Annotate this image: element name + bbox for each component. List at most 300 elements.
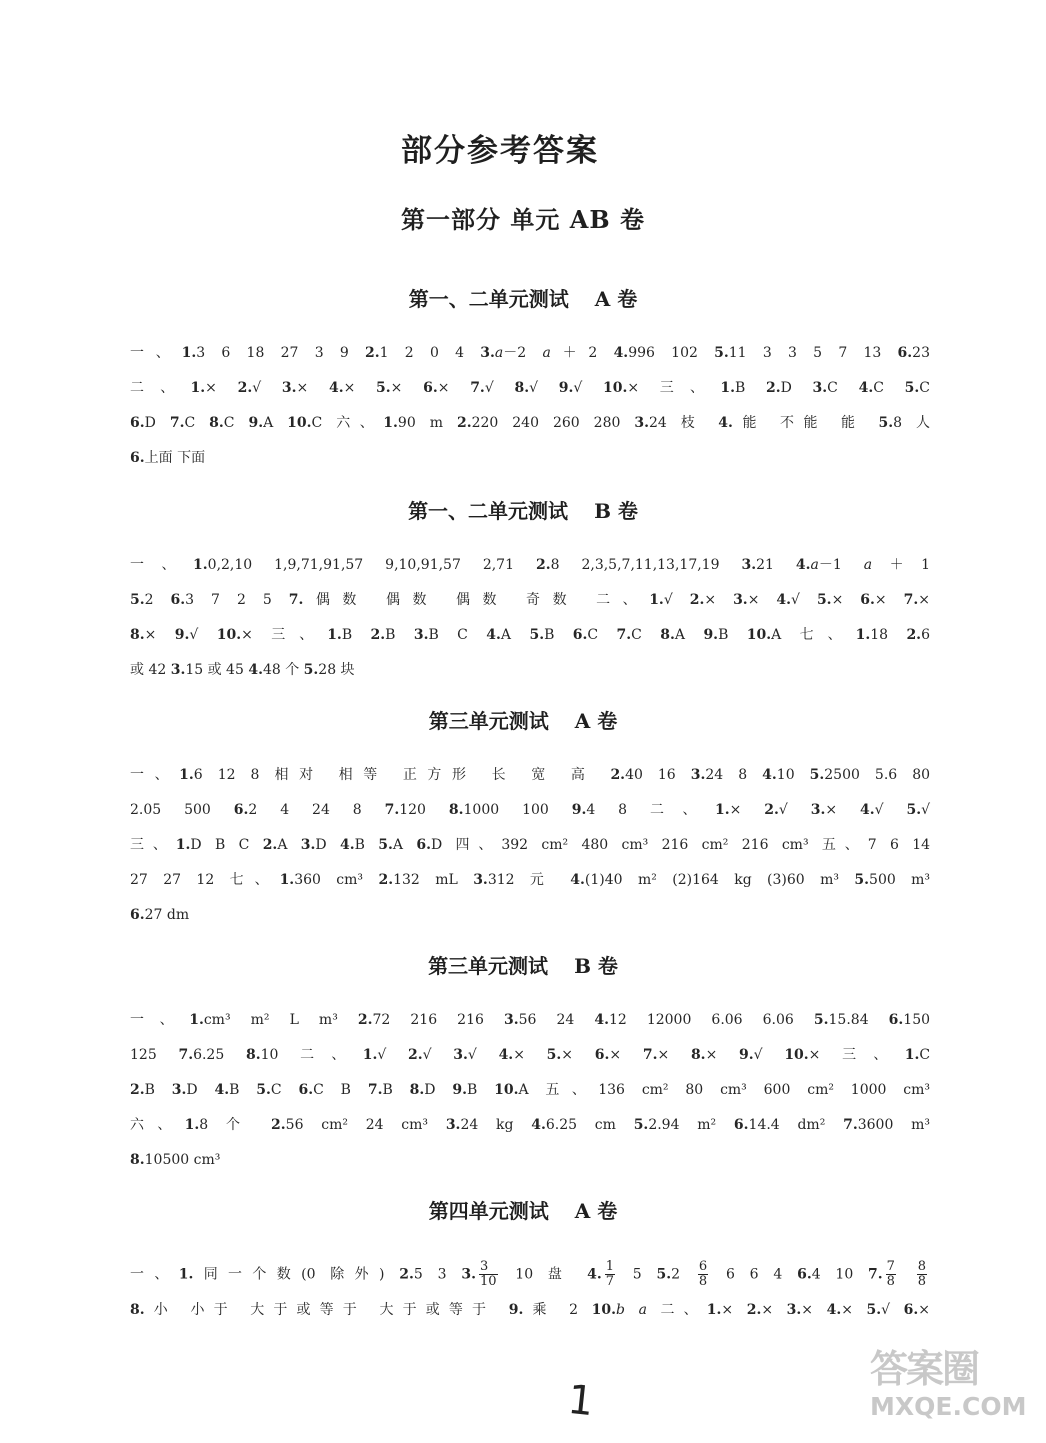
answer-text: 3 7 2 5 [185, 592, 289, 608]
answer-text: 8 个 [199, 1117, 272, 1133]
answer-text: 4 10 [811, 1266, 869, 1283]
answer-text: × 三、 [808, 1047, 905, 1063]
answer-text: 500 m³ [869, 872, 931, 888]
answer-text: B [144, 1082, 172, 1098]
question-number: 3. [300, 837, 316, 853]
question-number: 2. [610, 767, 626, 783]
question-number: 2. [906, 627, 922, 643]
question-number: 10. [602, 380, 628, 396]
answer-text: × [831, 592, 861, 608]
answer-text: 小 小于 大于或等于 大于或等于 [144, 1302, 509, 1318]
answer-text: 132 mL [393, 872, 474, 888]
question-number: 6. [130, 415, 145, 431]
question-number: 4. [339, 837, 355, 853]
answer-text: C [587, 627, 617, 643]
question-number: 1. [179, 767, 194, 783]
question-number: 6. [130, 450, 145, 466]
answer-text: 5 3 [413, 1266, 462, 1283]
question-number: 5. [130, 592, 145, 608]
fraction-denominator: 7 [605, 1274, 614, 1289]
answer-text: 一、 [130, 767, 180, 783]
answer-text: √ [874, 802, 907, 818]
page-title: 部分参考答案 [401, 133, 599, 169]
question-number: 4. [248, 662, 263, 678]
section-volume: A 卷 [594, 287, 638, 311]
answer-text: D [186, 1082, 215, 1098]
question-number: 4. [776, 592, 792, 608]
answer-text: A [674, 627, 704, 643]
fraction-denominator: 8 [917, 1274, 927, 1289]
answer-line [130, 800, 930, 820]
answer-line [130, 448, 930, 468]
question-number: 6. [130, 907, 145, 923]
answer-text: B [718, 627, 747, 643]
answer-text: 24 8 [705, 767, 763, 783]
answer-text: 8 2,3,5,7,11,13,17,19 [550, 557, 742, 573]
section-title-text: 第四单元测试 [428, 1199, 549, 1223]
question-number: 4. [613, 345, 629, 361]
watermark-logo [870, 1338, 1027, 1438]
section-title-text: 第一、二单元测试 [408, 499, 569, 523]
answer-line [130, 1045, 930, 1065]
question-number: 4. [762, 767, 777, 783]
question-number: 1. [178, 1266, 194, 1283]
answer-text: √ [921, 802, 930, 818]
answer-text: ＋1 [872, 557, 931, 573]
question-number: 10. [494, 1082, 519, 1098]
question-number: 6. [860, 592, 875, 608]
question-number: 3. [171, 1082, 187, 1098]
question-number: 2. [535, 557, 551, 573]
answer-text: 24 kg [460, 1117, 532, 1133]
question-number: 1. [383, 415, 398, 431]
question-number: 7. [470, 380, 485, 396]
question-number: 8. [690, 1047, 706, 1063]
question-number: 3. [786, 1302, 802, 1318]
question-number: 9. [452, 1082, 467, 1098]
answer-text: × [721, 1302, 747, 1318]
question-number: 5. [633, 1117, 649, 1133]
answer-text: 10 盘 [500, 1266, 588, 1283]
answer-text: × [513, 1047, 547, 1063]
question-number: 1. [181, 345, 197, 361]
question-number: 1. [904, 1047, 920, 1063]
answer-text: 一、 [130, 1266, 179, 1283]
answer-text: 27 dm [144, 907, 190, 923]
fraction-denominator: 10 [479, 1274, 497, 1289]
question-number: 7. [903, 592, 919, 608]
variable: a [494, 345, 504, 361]
fraction [698, 1260, 708, 1289]
answer-text: 90 m [397, 415, 457, 431]
answer-text: 23 [912, 345, 930, 361]
answer-text: B [734, 380, 766, 396]
answer-text: √ [778, 802, 811, 818]
answer-text: × [729, 802, 765, 818]
answer-text: 6 12 8 相对 相等 正方形 长 宽 高 [193, 767, 611, 783]
question-number: 1. [855, 627, 871, 643]
question-number: 7. [843, 1117, 858, 1133]
answer-text: √ [753, 1047, 785, 1063]
answer-text: ＋2 [550, 345, 614, 361]
question-number: 8. [130, 627, 145, 643]
variable: a [810, 557, 819, 573]
answer-text: C [827, 380, 859, 396]
answer-text: B [382, 1082, 410, 1098]
answer-text: 2 4 24 8 [248, 802, 385, 818]
answer-text: 27 27 12 七、 [130, 872, 280, 888]
question-number: 4. [531, 1117, 546, 1133]
answer-text: √ [484, 380, 515, 396]
question-number: 1. [279, 872, 295, 888]
question-number: 10. [287, 415, 312, 431]
fraction [917, 1260, 927, 1289]
answer-text: C 六、 [311, 415, 384, 431]
answer-text: C [873, 380, 905, 396]
answer-text: 同一个数(0 除外) [193, 1266, 400, 1283]
answer-text: 56 cm² 24 cm³ [285, 1117, 446, 1133]
watermark-bottom-text: MXQE.COM [870, 1392, 1027, 1421]
question-number: 5. [529, 627, 545, 643]
answer-text: × [343, 380, 377, 396]
question-number: 4. [594, 1012, 609, 1028]
question-number: 6. [903, 1302, 919, 1318]
answer-text: × [761, 1302, 787, 1318]
answer-text: 2 [671, 1266, 695, 1283]
fraction [886, 1260, 896, 1289]
answer-text: 150 [903, 1012, 931, 1028]
answer-text: 一、 [130, 345, 182, 361]
question-number: 5. [256, 1082, 271, 1098]
question-number: 6. [298, 1082, 314, 1098]
answer-text: D [315, 837, 340, 853]
answer-text: × [918, 1302, 930, 1318]
question-number: 2. [378, 872, 394, 888]
answer-line [130, 835, 930, 855]
answer-text: 21 [756, 557, 796, 573]
section-title [0, 1195, 1046, 1224]
question-number: 5. [378, 837, 393, 853]
fraction-numerator: 6 [698, 1259, 708, 1274]
question-number: 7. [868, 1266, 883, 1283]
question-number: 4. [498, 1047, 514, 1063]
question-number: 4. [858, 380, 874, 396]
variable: a [638, 1302, 647, 1318]
question-number: 7. [642, 1047, 658, 1063]
answer-text: C B [313, 1082, 368, 1098]
question-number: 3. [413, 627, 429, 643]
question-number: 6. [733, 1117, 749, 1133]
question-number: 8. [514, 380, 530, 396]
question-number: 5. [813, 1012, 829, 1028]
answer-text: 一、 [130, 1012, 190, 1028]
section-title [0, 705, 1046, 734]
question-number: 2. [689, 592, 705, 608]
question-number: 4. [859, 802, 875, 818]
question-number: 4. [570, 872, 585, 888]
answer-line [130, 1260, 930, 1289]
question-number: 1. [184, 1117, 200, 1133]
answer-text: 10 [776, 767, 810, 783]
answer-text: √ [189, 627, 217, 643]
question-number: 2. [262, 837, 278, 853]
section-volume: B 卷 [594, 499, 638, 523]
answer-text: B [354, 837, 379, 853]
answer-text: 14.4 dm² [748, 1117, 844, 1133]
answer-text: 6.25 cm [545, 1117, 634, 1133]
answer-text: A [500, 627, 530, 643]
answer-text: 能 不能 能 [732, 415, 879, 431]
question-number: 3. [170, 662, 186, 678]
section-title-text: 第三单元测试 [428, 709, 549, 733]
answer-text: × [390, 380, 424, 396]
question-number: 3. [634, 415, 649, 431]
answer-text: × [609, 1047, 643, 1063]
answer-line [130, 905, 930, 925]
question-number: 10. [216, 627, 242, 643]
answer-line [130, 413, 930, 433]
answer-text: 48 个 [262, 662, 304, 678]
variable: a [863, 557, 873, 573]
answer-text: B [341, 627, 371, 643]
answer-text: 或 42 [130, 662, 171, 678]
answer-text: √ [467, 1047, 499, 1063]
question-number: 6. [233, 802, 249, 818]
answer-text: 28 块 [318, 662, 355, 678]
question-number: 5. [303, 662, 319, 678]
question-number: 4. [795, 557, 811, 573]
answer-line [130, 1080, 930, 1100]
answer-text: × [561, 1047, 595, 1063]
section-title-text: 第一、二单元测试 [408, 287, 569, 311]
question-number: 5. [656, 1266, 672, 1283]
answer-text: B [466, 1082, 495, 1098]
answer-text: 18 [870, 627, 907, 643]
answer-text: 120 [399, 802, 449, 818]
answer-text: 一、 [130, 557, 194, 573]
answer-text: B [229, 1082, 257, 1098]
question-number: 3. [741, 557, 757, 573]
question-number: 1. [362, 1047, 378, 1063]
answer-text: A [277, 837, 301, 853]
question-number: 2. [408, 1047, 423, 1063]
answer-text: 乘 2 [523, 1302, 592, 1318]
answer-text: × [874, 592, 904, 608]
answer-text: D [780, 380, 813, 396]
question-number: 7. [178, 1047, 194, 1063]
question-number: 10. [591, 1302, 617, 1318]
answer-text: (1)40 m² (2)164 kg (3)60 m³ [584, 872, 855, 888]
answer-text: × [841, 1302, 867, 1318]
question-number: 4. [214, 1082, 230, 1098]
fraction-numerator: 8 [917, 1259, 927, 1274]
question-number: 8. [409, 1082, 425, 1098]
question-number: 2. [130, 1082, 145, 1098]
fraction-denominator: 8 [886, 1274, 895, 1289]
answer-text: 偶数 偶数 偶数 奇数 二、 [303, 592, 650, 608]
question-number: 8. [209, 415, 224, 431]
question-number: 1. [327, 627, 342, 643]
question-number: 9. [174, 627, 190, 643]
answer-line [130, 1150, 930, 1170]
question-number: 5. [376, 380, 391, 396]
answer-line [130, 660, 930, 680]
fraction-denominator: 8 [698, 1274, 708, 1289]
answer-text: C [270, 1082, 299, 1098]
section-title [0, 495, 1046, 524]
answer-text: 12 12000 6.06 6.06 [608, 1012, 814, 1028]
answer-text: 125 [130, 1047, 179, 1063]
answer-text: 11 3 3 5 7 13 [728, 345, 898, 361]
question-number: 9. [248, 415, 264, 431]
answer-text: 三、 [130, 837, 176, 853]
question-number: 2. [237, 380, 253, 396]
question-number: 3. [461, 1266, 476, 1283]
answer-text: 8 人 [893, 415, 930, 431]
answer-text: 上面 下面 [144, 450, 206, 466]
answer-line [130, 590, 930, 610]
answer-text: 1 2 0 4 [379, 345, 481, 361]
answer-text: B [385, 627, 414, 643]
variable: b [616, 1302, 625, 1318]
answer-text: 3 6 18 27 3 9 [196, 345, 366, 361]
fraction-numerator: 7 [886, 1259, 895, 1274]
question-number: 3. [473, 872, 488, 888]
answer-text: × [918, 592, 930, 608]
question-number: 9. [571, 802, 587, 818]
answer-text: 24 枝 [649, 415, 719, 431]
question-number: 10. [784, 1047, 809, 1063]
question-number: 2. [365, 345, 380, 361]
answer-text: √ [252, 380, 282, 396]
question-number: 2. [271, 1117, 286, 1133]
section-volume: B 卷 [574, 954, 618, 978]
answer-text: 2.05 500 [130, 802, 234, 818]
question-number: 2. [399, 1266, 414, 1283]
question-number: 6. [897, 345, 913, 361]
fraction [479, 1260, 498, 1289]
question-number: 7. [169, 415, 185, 431]
question-number: 5. [878, 415, 894, 431]
question-number: 3. [480, 345, 495, 361]
question-number: 8. [660, 627, 675, 643]
question-number: 4. [826, 1302, 842, 1318]
question-number: 6. [416, 837, 431, 853]
answer-text: 72 216 216 [372, 1012, 504, 1028]
answer-text: A 五、136 cm² 80 cm³ 600 cm² 1000 cm³ [518, 1082, 931, 1098]
answer-text: 15 或 45 [185, 662, 249, 678]
question-number: 8. [448, 802, 464, 818]
answer-text: × [296, 380, 329, 396]
section-title [0, 950, 1046, 979]
answer-text: 15.84 [828, 1012, 889, 1028]
answer-text: 6.25 [193, 1047, 246, 1063]
question-number: 7. [288, 592, 304, 608]
question-number: 5. [809, 767, 825, 783]
answer-line [130, 765, 930, 785]
answer-text: 360 cm³ [294, 872, 379, 888]
question-number: 3. [810, 802, 826, 818]
part-title: 第一部分 单元 AB 卷 [401, 205, 645, 234]
answer-text: 4 8 二、 [586, 802, 715, 818]
answer-text [625, 1302, 639, 1318]
answer-text: C [919, 1047, 931, 1063]
answer-line [130, 343, 930, 363]
question-number: 5. [866, 1302, 882, 1318]
answer-text: √ [529, 380, 559, 396]
question-number: 5. [546, 1047, 562, 1063]
question-number: 8. [245, 1047, 261, 1063]
question-number: 4. [328, 380, 344, 396]
question-number: 9. [703, 627, 719, 643]
answer-text: × [205, 380, 238, 396]
question-number: 6. [170, 592, 186, 608]
question-number: 3. [733, 592, 748, 608]
answer-text: 312 元 [487, 872, 571, 888]
section-volume: A 卷 [574, 709, 618, 733]
section-title-text: 第三单元测试 [428, 954, 549, 978]
answer-text: 56 24 [518, 1012, 595, 1028]
question-number: 4. [718, 415, 733, 431]
answer-text: 0,2,10 1,9,71,91,57 9,10,91,57 2,71 [207, 557, 536, 573]
question-number: 2. [370, 627, 386, 643]
answer-text: 六、 [130, 1117, 185, 1133]
question-number: 5. [714, 345, 729, 361]
question-number: 7. [384, 802, 400, 818]
answer-text: 1000 100 [463, 802, 572, 818]
answer-text: √ [663, 592, 690, 608]
question-number: 8. [130, 1302, 145, 1318]
answer-text: 2 [144, 592, 171, 608]
answer-text: × [801, 1302, 827, 1318]
question-number: 5. [906, 802, 922, 818]
answer-text: 5 [618, 1266, 657, 1283]
answer-text: －1 [818, 557, 864, 573]
answer-text: B C [428, 627, 487, 643]
answer-line [130, 870, 930, 890]
fraction-numerator: 3 [479, 1260, 498, 1275]
answer-text: × 三、 [241, 627, 328, 643]
answer-text: D [144, 415, 170, 431]
question-number: 3. [503, 1012, 519, 1028]
fraction [605, 1260, 615, 1289]
answer-text: －2 [503, 345, 543, 361]
question-number: 3. [812, 380, 828, 396]
question-number: 5. [854, 872, 870, 888]
question-number: 5. [816, 592, 832, 608]
answer-text: 2.94 m² [648, 1117, 734, 1133]
answer-text: D 四、392 cm² 480 cm³ 216 cm² 216 cm³ 五、7 6 14 [430, 837, 931, 853]
answer-text: × [437, 380, 471, 396]
question-number: 6. [594, 1047, 610, 1063]
question-number: 9. [739, 1047, 754, 1063]
answer-line [130, 1300, 930, 1320]
answer-text: D B C [190, 837, 263, 853]
question-number: 6. [888, 1012, 904, 1028]
question-number: 5. [904, 380, 920, 396]
answer-text: A [392, 837, 417, 853]
answer-text: √ [377, 1047, 408, 1063]
answer-text: C [631, 627, 661, 643]
answer-text: C [919, 380, 931, 396]
answer-line [130, 625, 930, 645]
answer-text: 10500 cm³ [144, 1152, 221, 1168]
answer-text [899, 1267, 914, 1283]
question-number: 10. [746, 627, 772, 643]
answer-text: × [657, 1047, 691, 1063]
answer-text: × [825, 802, 860, 818]
answer-text: √ [791, 592, 817, 608]
